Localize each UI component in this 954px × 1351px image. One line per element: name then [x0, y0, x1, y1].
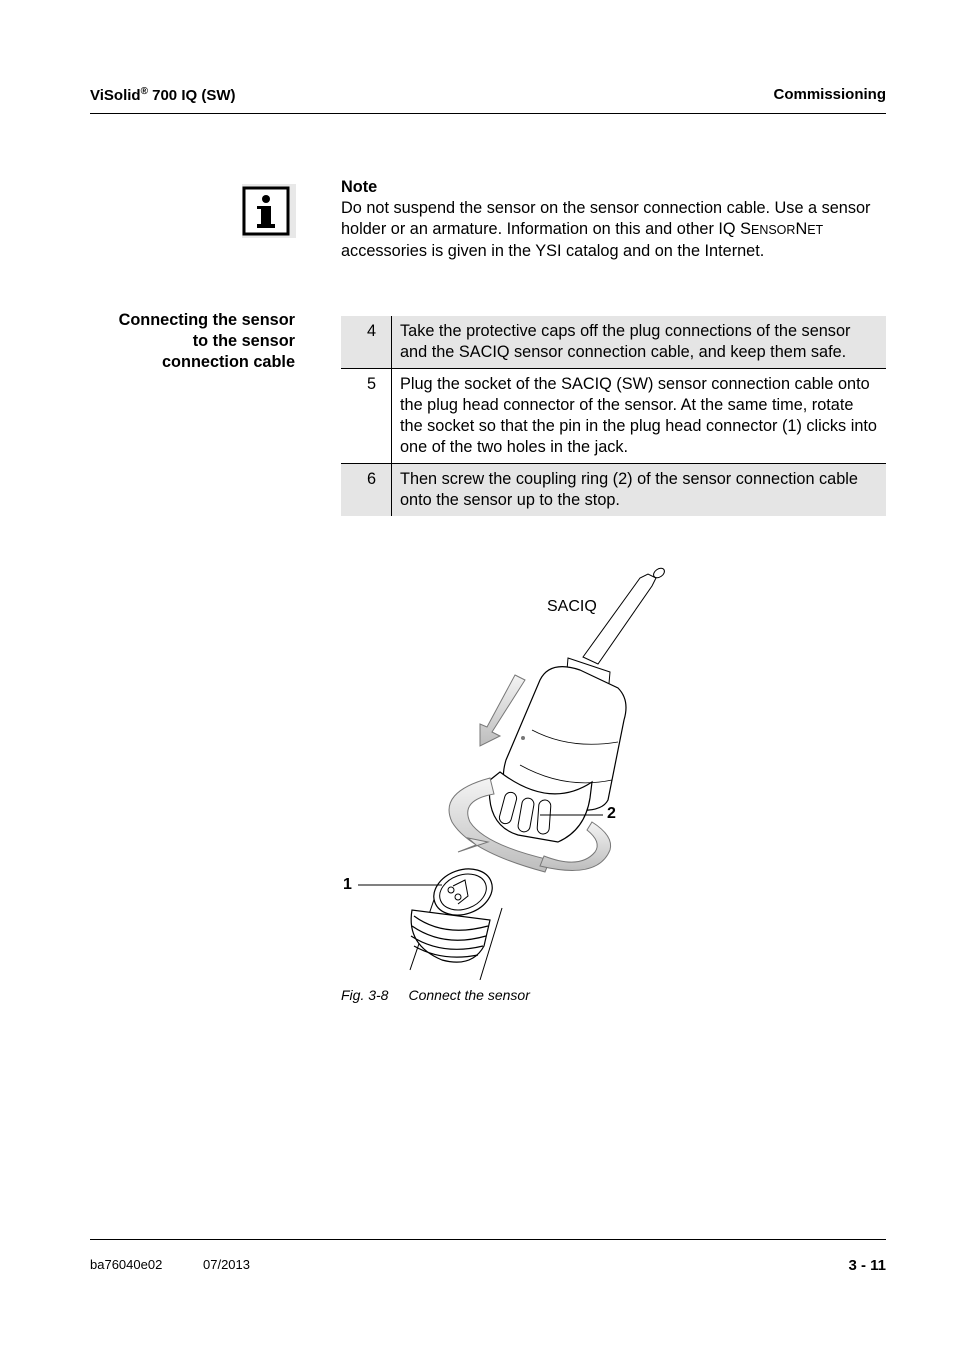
header-product	[90, 86, 235, 104]
note-title: Note	[341, 178, 378, 196]
note-text-part2: accessories is given in the YSI catalog and on the Internet.	[341, 242, 765, 260]
sensor-figure	[340, 560, 680, 980]
info-icon	[242, 184, 296, 238]
step-row	[341, 369, 886, 464]
side-heading-line1: Connecting the sensor	[118, 311, 295, 329]
step-number: 4	[341, 316, 392, 369]
brand-sensornet	[740, 220, 823, 238]
note-text-part1: Do not suspend the sensor on the sensor connection cable. Use a sensor holder or an armature. Information on this and other IQ	[341, 199, 871, 238]
note-block	[341, 177, 886, 262]
registered-mark: ®	[140, 86, 148, 97]
side-heading-line3: connection cable	[162, 353, 295, 371]
footer-rule	[90, 1239, 886, 1240]
product-model: 700 IQ (SW)	[147, 87, 236, 104]
brand-et: ET	[807, 223, 824, 237]
brand-n: N	[795, 220, 808, 238]
step-number: 6	[341, 464, 392, 517]
steps-table	[341, 316, 886, 516]
step-text: Plug the socket of the SACIQ (SW) sensor connection cable onto the plug head connector of the sensor. At the same time, rotate the socket so that the pin in the plug head connector (1) clicks into one of the two holes in the jack.	[392, 369, 887, 464]
header-rule	[90, 113, 886, 114]
footer-date: 07/2013	[203, 1257, 250, 1272]
sensor-illustration	[340, 560, 680, 980]
step-number: 5	[341, 369, 392, 464]
step-text: Then screw the coupling ring (2) of the sensor connection cable onto the sensor up to the stop.	[392, 464, 887, 517]
brand-ensor: ENSOR	[750, 223, 796, 237]
product-name: ViSolid	[90, 87, 141, 104]
page-number: 3 - 11	[848, 1257, 886, 1274]
caption-label: Fig. 3-8	[341, 987, 389, 1003]
callout-1: 1	[343, 876, 352, 893]
side-heading-line2: to the sensor	[192, 332, 295, 350]
note-text	[341, 198, 886, 262]
caption-text: Connect the sensor	[408, 987, 530, 1003]
callout-2: 2	[607, 805, 616, 822]
footer-doc-id: ba76040e02	[90, 1257, 163, 1272]
step-text: Take the protective caps off the plug connections of the sensor and the SACIQ sensor connection cable, and keep them safe.	[392, 316, 887, 369]
side-heading	[90, 310, 295, 373]
step-row	[341, 464, 886, 517]
header-section: Commissioning	[773, 86, 886, 103]
step-row	[341, 316, 886, 369]
brand-s: S	[740, 220, 751, 238]
figure-caption	[341, 987, 530, 1003]
cable-label: SACIQ	[547, 598, 597, 615]
